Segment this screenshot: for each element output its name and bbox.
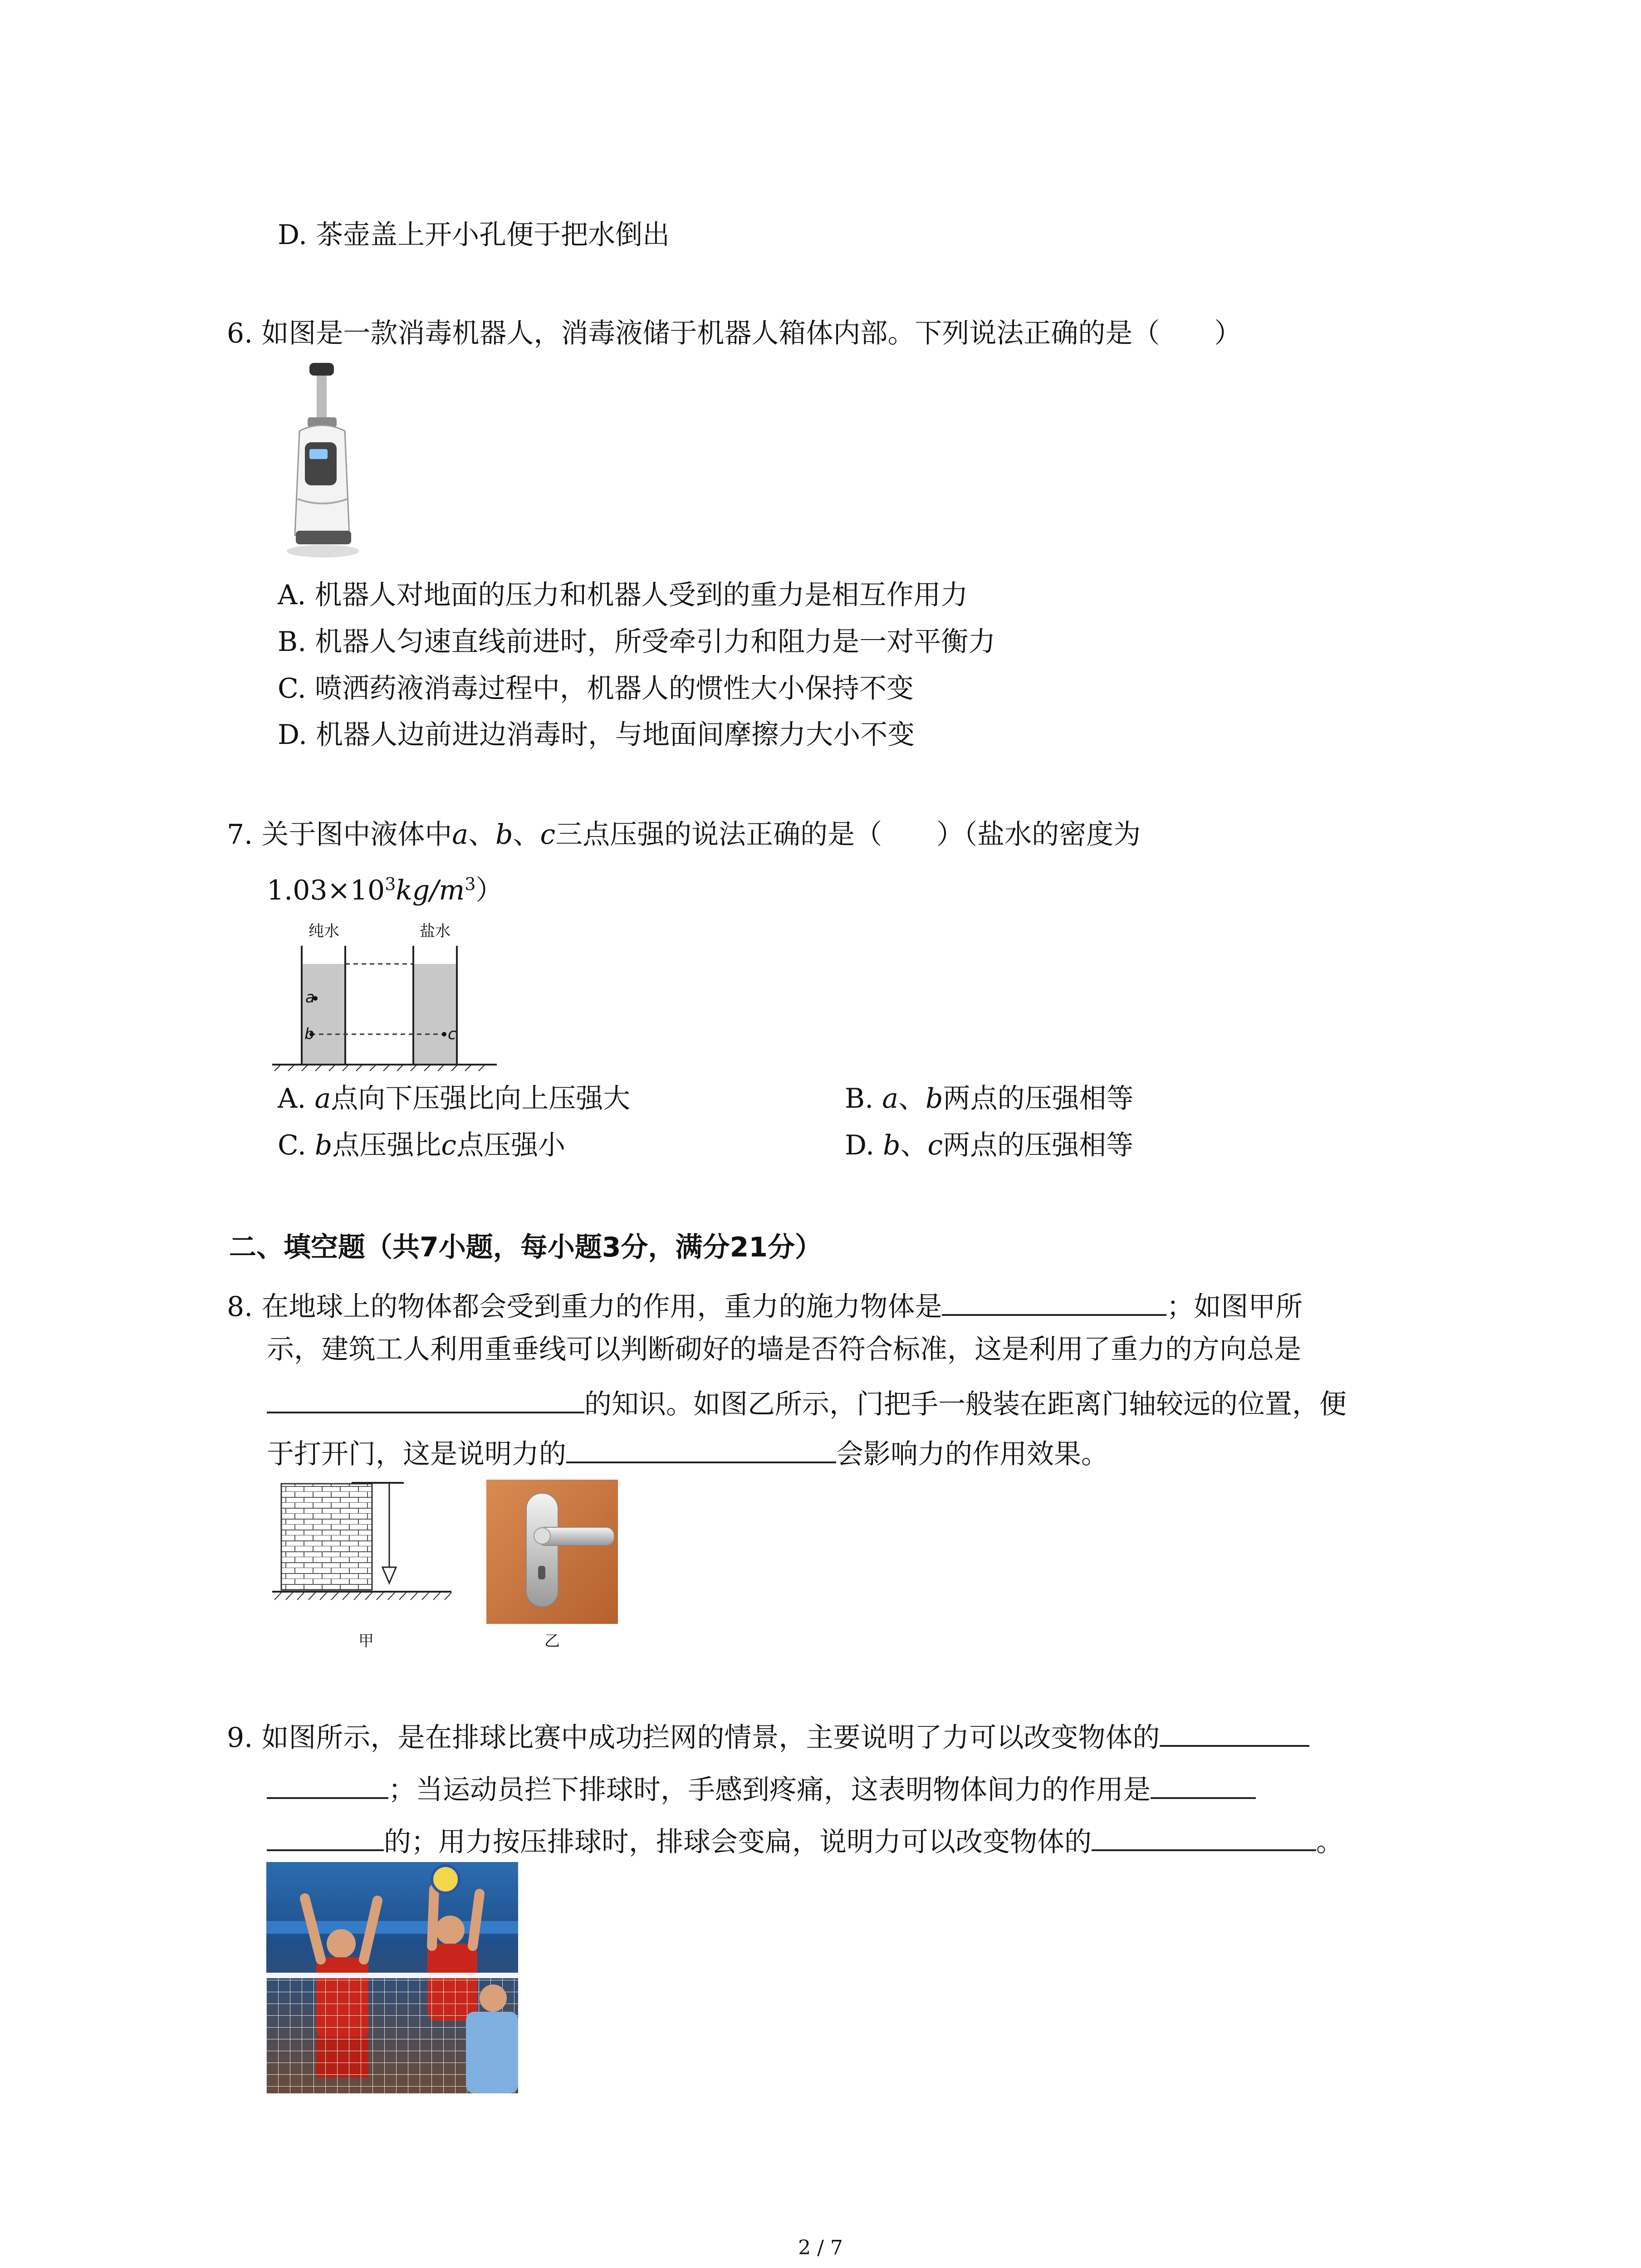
q7-option-c-var2: c [441, 1129, 456, 1161]
page-number: 2 / 7 [798, 2236, 843, 2259]
q7-option-d-var2: c [927, 1129, 943, 1161]
q8-line-4 [267, 1436, 1108, 1468]
q7-right-container-label: 盐水 [420, 922, 451, 940]
q7-stem-pre: 7. 关于图中液体中 [227, 819, 452, 850]
q6-option-a: A. 机器人对地面的压力和机器人受到的重力是相互作用力 [278, 579, 968, 611]
q7-option-d-var1: b [883, 1129, 901, 1161]
q7-option-b [845, 1085, 1133, 1112]
q9-blank-2-part2[interactable] [267, 1823, 384, 1851]
q7-option-d-text: 两点的压强相等 [943, 1129, 1134, 1161]
q7-var-c: c [540, 819, 556, 850]
q7-sep2: 、 [513, 819, 540, 850]
q7-option-b-sep: 、 [898, 1083, 926, 1114]
q7-density-number: 1.03×10 [267, 875, 385, 906]
q7-option-c-prefix: C. [278, 1129, 315, 1161]
door-handle-photo [486, 1480, 618, 1624]
q8-line-2: 示，建筑工人利用重垂线可以判断砌好的墙是否符合标准，这是利用了重力的方向总是 [267, 1334, 1301, 1365]
q7-var-b: b [495, 819, 513, 850]
q8-figure-yi-label: 乙 [544, 1632, 560, 1650]
q7-point-b-label: b [304, 1025, 314, 1043]
q9-blank-1-part2[interactable] [267, 1771, 388, 1799]
q7-stem-post: 三点压强的说法正确的是（ ）（盐水的密度为 [555, 819, 1141, 850]
q7-option-b-var2: b [926, 1083, 943, 1114]
q7-point-c-label: c [448, 1025, 456, 1043]
q7-option-c-mid: 点压强比 [332, 1129, 441, 1161]
q9-line-3 [267, 1823, 1343, 1856]
q7-point-a-label: a [305, 988, 315, 1007]
q6-option-b: B. 机器人匀速直线前进时，所受牵引力和阻力是一对平衡力 [278, 626, 996, 658]
q7-option-d-sep: 、 [900, 1129, 928, 1161]
q8-blank-1[interactable] [942, 1288, 1166, 1316]
q7-option-a-prefix: A. [278, 1083, 315, 1114]
q7-density [267, 875, 503, 904]
brick-wall-plumb-line-figure [272, 1481, 458, 1606]
q9-blank-3[interactable] [1092, 1823, 1316, 1851]
q9-line-1-text: 9. 如图所示，是在排球比赛中成功拦网的情景，主要说明了力可以改变物体的 [227, 1722, 1160, 1754]
q7-var-a: a [452, 819, 469, 850]
q7-option-b-prefix: B. [845, 1083, 882, 1114]
q9-blank-1-part1[interactable] [1160, 1719, 1309, 1747]
q7-option-a-text: 点向下压强比向上压强大 [331, 1083, 631, 1114]
q7-option-d [845, 1129, 1134, 1161]
q7-option-a-var: a [314, 1083, 331, 1114]
q7-option-c-text: 点压强小 [456, 1129, 565, 1161]
q6-option-d: D. 机器人边前进边消毒时，与地面间摩擦力大小不变 [278, 719, 915, 751]
q7-unit-kg: kg [396, 875, 430, 906]
q6-stem: 6. 如图是一款消毒机器人，消毒液储于机器人箱体内部。下列说法正确的是（ ） [227, 318, 1242, 349]
q7-unit-slash: / [430, 875, 439, 906]
q7-option-b-var1: a [882, 1083, 899, 1114]
q9-line-1 [227, 1719, 1309, 1754]
disinfection-robot-image [281, 363, 367, 562]
q5-option-d: D. 茶壶盖上开小孔便于把水倒出 [278, 219, 670, 251]
q8-blank-3[interactable] [566, 1436, 836, 1463]
q8-line-1-text: 8. 在地球上的物体都会受到重力的作用，重力的施力物体是 [227, 1291, 942, 1323]
q7-unit-exponent: 3 [465, 874, 476, 894]
q8-line-4-text: 于打开门，这是说明力的 [267, 1438, 566, 1470]
q7-option-c-var1: b [314, 1129, 333, 1161]
q8-line-1 [227, 1288, 1303, 1323]
volleyball-block-photo [266, 1862, 518, 2093]
q9-line-2 [267, 1771, 1256, 1804]
q7-option-b-text: 两点的压强相等 [943, 1083, 1134, 1114]
section-two-title: 二、填空题（共7小题，每小题3分，满分21分） [229, 1232, 822, 1263]
q8-line-3-text: 的知识。如图乙所示，门把手一般装在距离门轴较远的位置，便 [584, 1388, 1347, 1420]
q7-unit-m: m [439, 875, 465, 906]
q7-left-container-label: 纯水 [309, 922, 339, 940]
q9-blank-2-part1[interactable] [1151, 1771, 1256, 1799]
q7-density-close: ） [475, 875, 503, 906]
q7-option-d-prefix: D. [845, 1129, 883, 1161]
q7-container-figure [270, 919, 501, 1073]
q9-line-3-tail: 。 [1316, 1826, 1343, 1858]
q8-line-4-tail: 会影响力的作用效果。 [836, 1438, 1108, 1470]
q9-line-2-text: ；当运动员拦下排球时，手感到疼痛，这表明物体间力的作用是 [388, 1774, 1151, 1806]
q7-option-a [278, 1085, 630, 1112]
q9-line-3-text: 的；用力按压排球时，排球会变扁，说明力可以改变物体的 [384, 1826, 1092, 1858]
q6-option-c: C. 喷洒药液消毒过程中，机器人的惯性大小保持不变 [278, 673, 914, 704]
q7-density-exponent: 3 [385, 874, 396, 894]
q7-stem [227, 821, 1141, 848]
q8-line-1-tail: ；如图甲所 [1166, 1291, 1303, 1323]
q8-figure-jia-label: 甲 [358, 1632, 374, 1650]
q7-option-c [278, 1129, 565, 1161]
q7-sep1: 、 [468, 819, 496, 850]
q8-line-3 [267, 1386, 1347, 1418]
q7-container-drawing [270, 919, 501, 1073]
q8-blank-2[interactable] [267, 1386, 584, 1413]
